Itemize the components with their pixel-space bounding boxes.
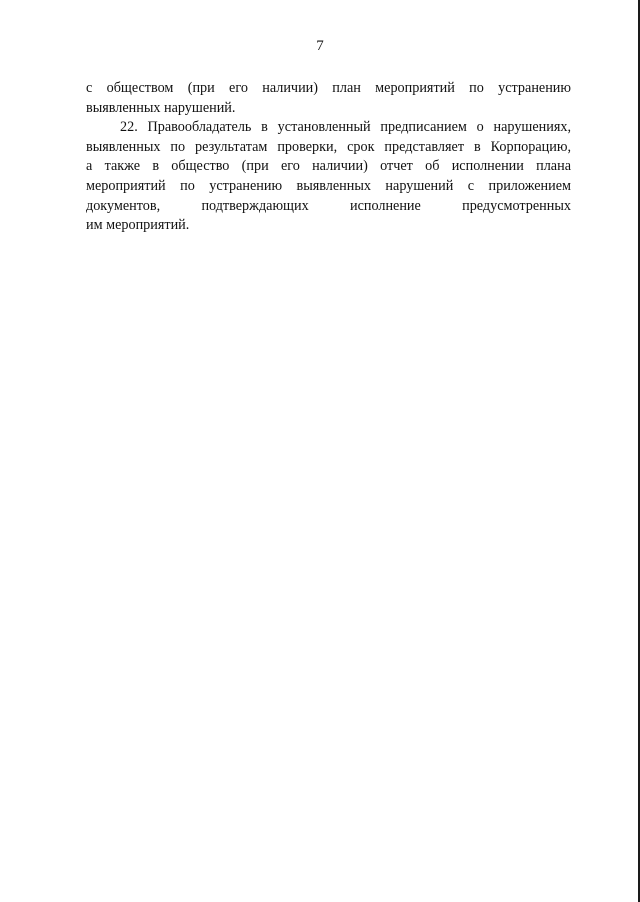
text-line: 22. Правообладатель в установленный предписанием о нарушениях, bbox=[120, 119, 571, 136]
text-line: выявленных нарушений. bbox=[86, 99, 236, 116]
text-line: мероприятий по устранению выявленных нарушений с приложением bbox=[86, 177, 571, 194]
text-line: а также в общество (при его наличии) отчет об исполнении плана bbox=[86, 158, 571, 175]
text-line: документов, подтверждающих исполнение предусмотренных bbox=[86, 197, 571, 214]
page-number: 7 bbox=[316, 38, 324, 54]
paragraph-item-22 bbox=[86, 118, 571, 236]
text-line: выявленных по результатам проверки, срок представляет в Корпорацию, bbox=[86, 138, 571, 155]
paragraph-continuation bbox=[86, 79, 571, 118]
text-line: с обществом (при его наличии) план мероприятий по устранению bbox=[86, 80, 571, 96]
document-body bbox=[86, 79, 571, 236]
text-line: им мероприятий. bbox=[86, 217, 190, 234]
